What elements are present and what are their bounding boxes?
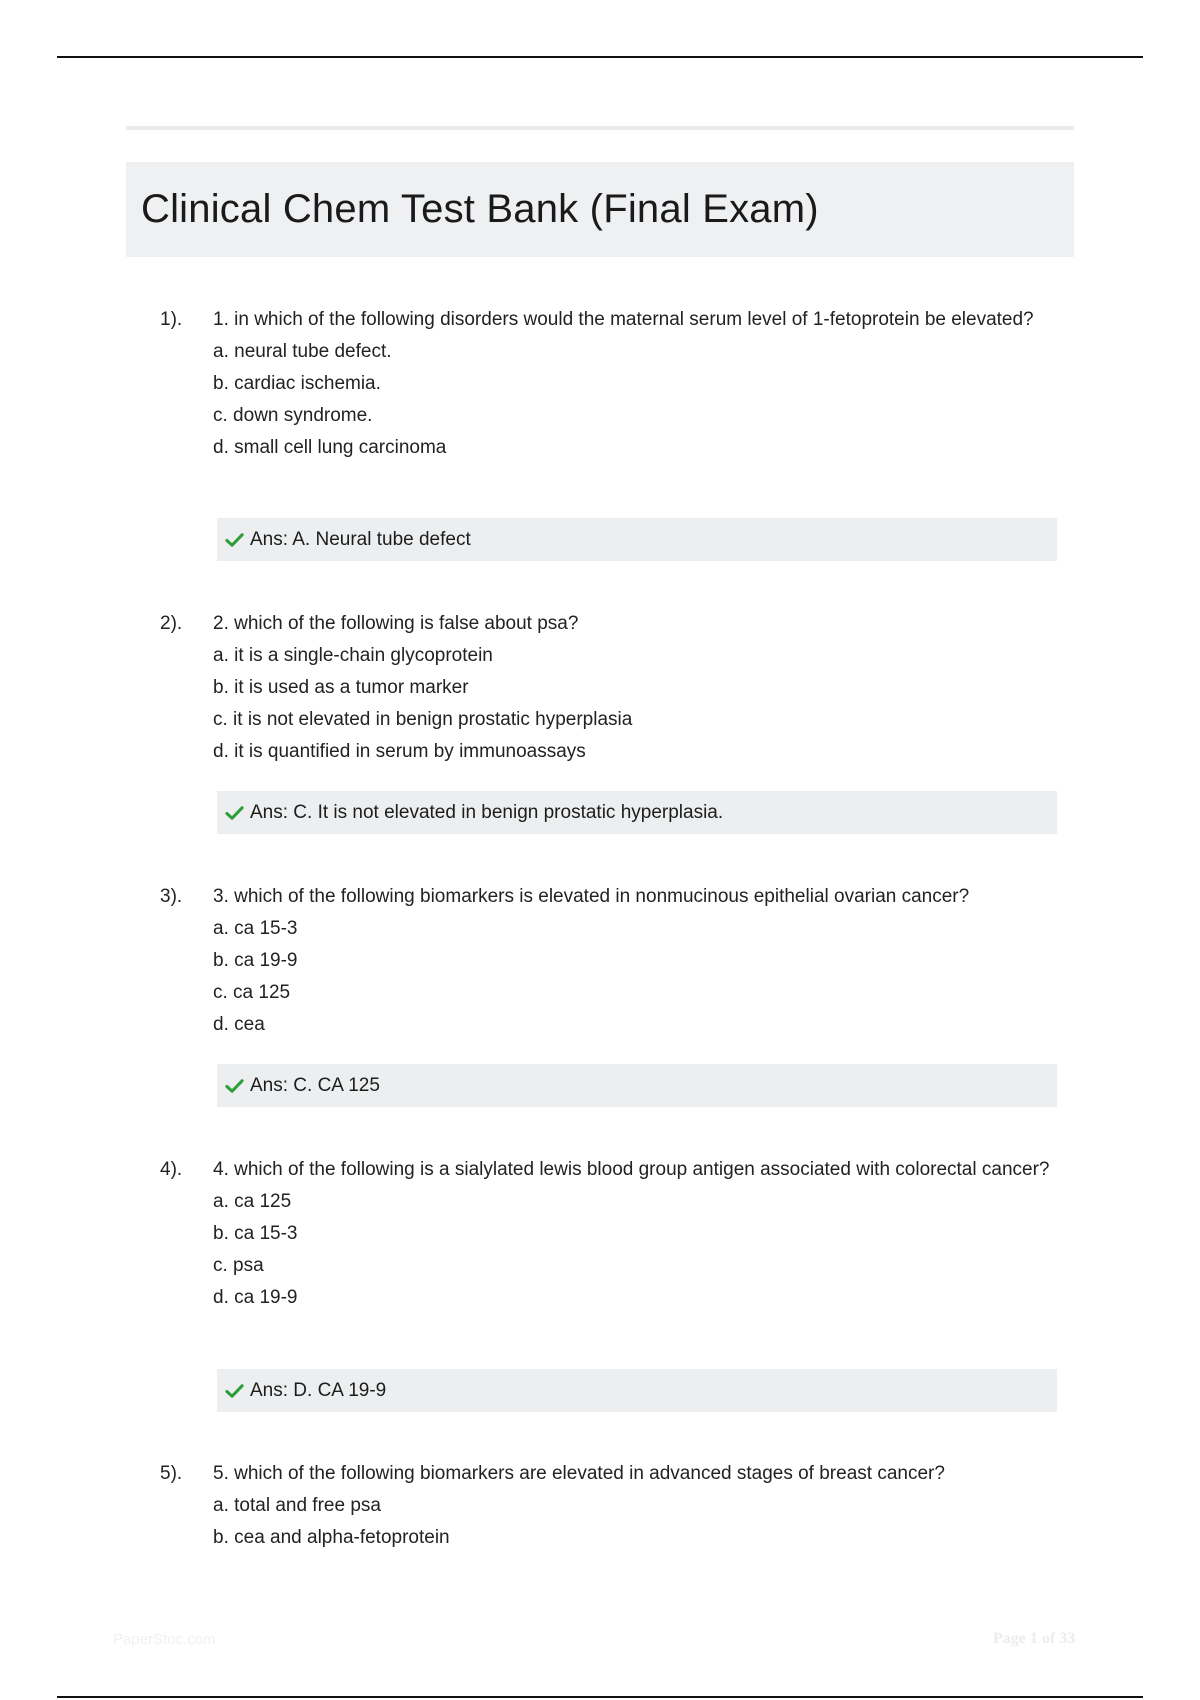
option-b: b. cea and alpha-fetoprotein	[213, 1527, 450, 1548]
question-text: 3. which of the following biomarkers is elevated in nonmucinous epithelial ovarian cancer?	[213, 886, 970, 907]
option-b: b. it is used as a tumor marker	[213, 677, 469, 698]
option-b: b. cardiac ischemia.	[213, 373, 381, 394]
page-number: Page 1 of 33	[993, 1630, 1076, 1647]
question-text: 5. which of the following biomarkers are elevated in advanced stages of breast cancer?	[213, 1463, 945, 1484]
answer-box-1	[217, 518, 1057, 561]
check-icon	[225, 1383, 244, 1399]
option-d: d. cea	[213, 1014, 265, 1035]
answer-box-2	[217, 791, 1057, 834]
question-number: 2).	[160, 613, 183, 634]
option-c: c. psa	[213, 1255, 264, 1276]
option-a: a. ca 15-3	[213, 918, 298, 939]
option-d: d. ca 19-9	[213, 1287, 298, 1308]
option-d: d. it is quantified in serum by immunoassays	[213, 741, 586, 762]
check-icon	[225, 532, 244, 548]
check-icon	[225, 1078, 244, 1094]
title-banner	[126, 162, 1074, 257]
option-a: a. neural tube defect.	[213, 341, 392, 362]
check-icon	[225, 805, 244, 821]
question-number: 3).	[160, 886, 183, 907]
option-c: c. it is not elevated in benign prostatic hyperplasia	[213, 709, 633, 730]
answer-text: Ans: C. It is not elevated in benign prostatic hyperplasia.	[250, 801, 724, 823]
option-d: d. small cell lung carcinoma	[213, 437, 447, 458]
header-divider	[126, 126, 1074, 130]
page-title: Clinical Chem Test Bank (Final Exam)	[141, 187, 819, 231]
question-text: 4. which of the following is a sialylated lewis blood group antigen associated with colorectal cancer?	[213, 1159, 1050, 1180]
question-number: 5).	[160, 1463, 183, 1484]
watermark: PaperStoc.com	[113, 1631, 216, 1648]
answer-box-4	[217, 1369, 1057, 1412]
option-c: c. down syndrome.	[213, 405, 373, 426]
option-c: c. ca 125	[213, 982, 291, 1003]
answer-text: Ans: C. CA 125	[250, 1074, 380, 1096]
option-a: a. ca 125	[213, 1191, 292, 1212]
question-number: 4).	[160, 1159, 183, 1180]
question-text: 2. which of the following is false about psa?	[213, 613, 579, 634]
bottom-rule	[57, 1696, 1143, 1698]
question-text: 1. in which of the following disorders would the maternal serum level of 1-fetoprotein be elevated?	[213, 309, 1034, 330]
top-rule	[57, 56, 1143, 58]
answer-text: Ans: D. CA 19-9	[250, 1379, 387, 1401]
option-b: b. ca 15-3	[213, 1223, 298, 1244]
answer-text: Ans: A. Neural tube defect	[250, 528, 471, 550]
option-a: a. it is a single-chain glycoprotein	[213, 645, 493, 666]
option-a: a. total and free psa	[213, 1495, 381, 1516]
question-number: 1).	[160, 309, 183, 330]
option-b: b. ca 19-9	[213, 950, 298, 971]
answer-box-3	[217, 1064, 1057, 1107]
